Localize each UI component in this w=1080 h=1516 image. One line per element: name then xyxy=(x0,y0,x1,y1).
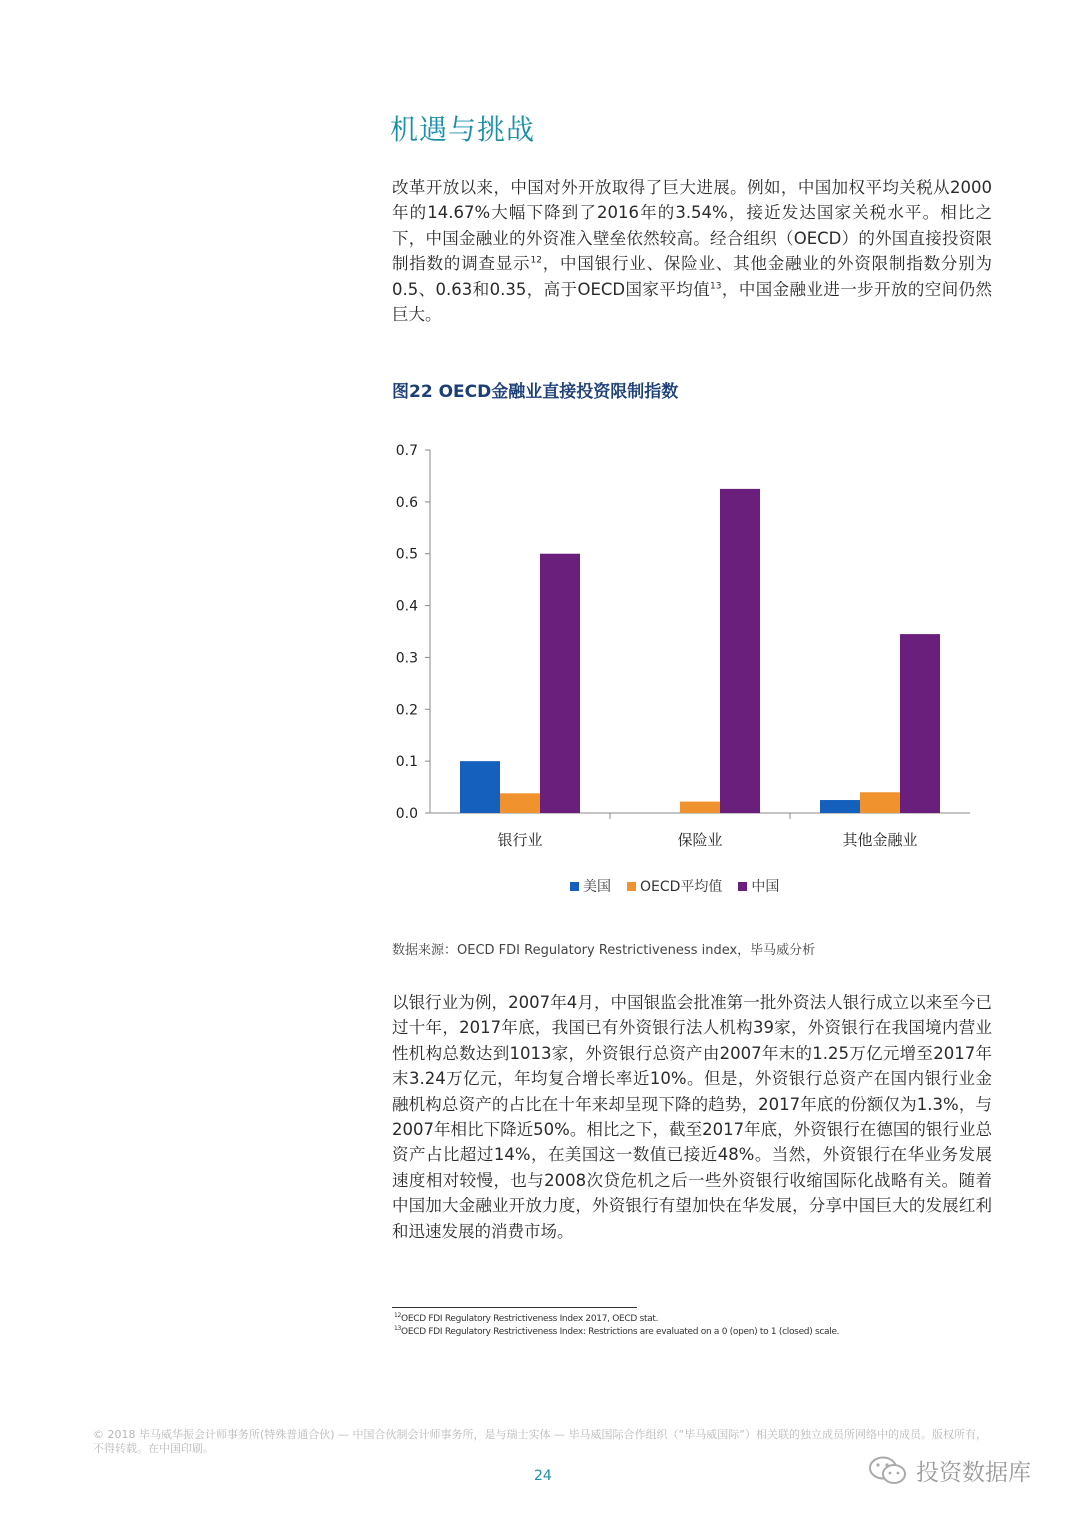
footnote-12-text: OECD FDI Regulatory Restrictiveness Index 2017, OECD stat. xyxy=(401,1314,659,1324)
y-tick-label: 0.7 xyxy=(395,443,418,459)
y-tick-label: 0.0 xyxy=(395,806,418,822)
y-tick-label: 0.1 xyxy=(395,754,418,771)
x-tick-label: 保险业 xyxy=(677,831,723,849)
y-tick-label: 0.3 xyxy=(395,650,418,667)
bar-chart xyxy=(380,430,980,860)
footnote-12 xyxy=(394,1314,658,1324)
x-tick-label: 银行业 xyxy=(497,831,543,849)
chart-legend xyxy=(570,876,779,896)
watermark-text: 投资数据库 xyxy=(916,1460,1031,1486)
page-number: 24 xyxy=(534,1468,552,1484)
y-tick-label: 0.2 xyxy=(395,702,418,719)
footnote-13 xyxy=(394,1327,839,1337)
legend-swatch xyxy=(627,882,636,891)
body-paragraph: 以银行业为例，2007年4月，中国银监会批准第一批外资法人银行成立以来至今已过十年，2017年底，我国已有外资银行法人机构39家，外资银行在我国境内营业性机构总数达到1013家，外资银行总资产由2007年末的1.25万亿元增至2017年末3.24万亿元，年均复合增长率近10%。但是，外资银行总资产在国内银行业金融机构总资产的占比在十年来却呈现下降的趋势，2017年底的份额仅为1.3%，与2007年相比下降近50%。相比之下，截至2017年底，外资银行在德国的银行业总资产占比超过14%，在美国这一数值已接近48%。当然，外资银行在华业务发展速度相对较慢，也与2008次贷危机之后一些外资银行收缩国际化战略有关。随着中国加大金融业开放力度，外资银行有望加快在华发展，分享中国巨大的发展红利和迅速发展的消费市场。 xyxy=(392,993,992,1241)
footnote-12-number: 12 xyxy=(394,1312,402,1319)
intro-text-3: ，中国金融业进一步开放的空间仍然巨大。 xyxy=(392,279,992,325)
y-tick-label: 0.4 xyxy=(395,598,418,615)
intro-text-2: ，中国银行业、保险业、其他金融业的外资限制指数分别为0.5、0.63和0.35，高于OECD国家平均值 xyxy=(392,254,993,299)
figure-title: 图22 OECD金融业直接投资限制指数 xyxy=(392,382,679,402)
footnote-ref-12[interactable]: 12 xyxy=(530,255,542,266)
bar xyxy=(820,800,860,813)
y-tick-label: 0.6 xyxy=(395,494,418,511)
footnote-divider xyxy=(392,1307,637,1308)
intro-paragraph xyxy=(392,175,992,327)
footnote-ref-13[interactable]: 13 xyxy=(710,281,722,292)
y-tick-label: 0.5 xyxy=(395,546,418,563)
wechat-icon xyxy=(868,1455,908,1487)
bar xyxy=(900,634,940,813)
intro-text-1: 改革开放以来，中国对外开放取得了巨大进展。例如，中国加权平均关税从2000年的14.67%大幅下降到了2016年的3.54%，接近发达国家关税水平。相比之下，中国金融业的外资准入壁垒依然较高。经合组织（OECD）的外国直接投资限制指数的调查显示 xyxy=(392,178,992,274)
footnote-13-number: 13 xyxy=(394,1325,402,1332)
footnote-13-text: OECD FDI Regulatory Restrictiveness Index: Restrictions are evaluated on a 0 (open) to 1 (closed) scale. xyxy=(401,1327,840,1337)
bar xyxy=(720,489,760,813)
legend-swatch xyxy=(738,882,747,891)
legend-swatch xyxy=(570,882,579,891)
legend-label: 中国 xyxy=(751,879,780,895)
page-heading: 机遇与挑战 xyxy=(390,113,536,146)
x-tick-label: 其他金融业 xyxy=(842,831,918,849)
legend-label: 美国 xyxy=(583,879,611,895)
bar xyxy=(500,793,540,813)
copyright-notice: © 2018 毕马威华振会计师事务所(特殊普通合伙) — 中国合伙制会计师事务所，是与瑞士实体 — 毕马威国际合作组织（“毕马威国际”）相关联的独立成员所网络中的成员。版权所有，不得转载。在中国印刷。 xyxy=(93,1428,987,1455)
data-source: 数据来源：OECD FDI Regulatory Restrictiveness index，毕马威分析 xyxy=(392,943,816,958)
legend-item xyxy=(570,876,611,896)
watermark xyxy=(868,1454,1031,1487)
legend-item xyxy=(738,876,779,896)
legend-label: OECD平均值 xyxy=(640,879,723,895)
bar xyxy=(680,802,720,813)
bar xyxy=(460,761,500,813)
bar xyxy=(540,554,580,813)
bar xyxy=(860,792,900,813)
legend-item xyxy=(627,876,722,896)
